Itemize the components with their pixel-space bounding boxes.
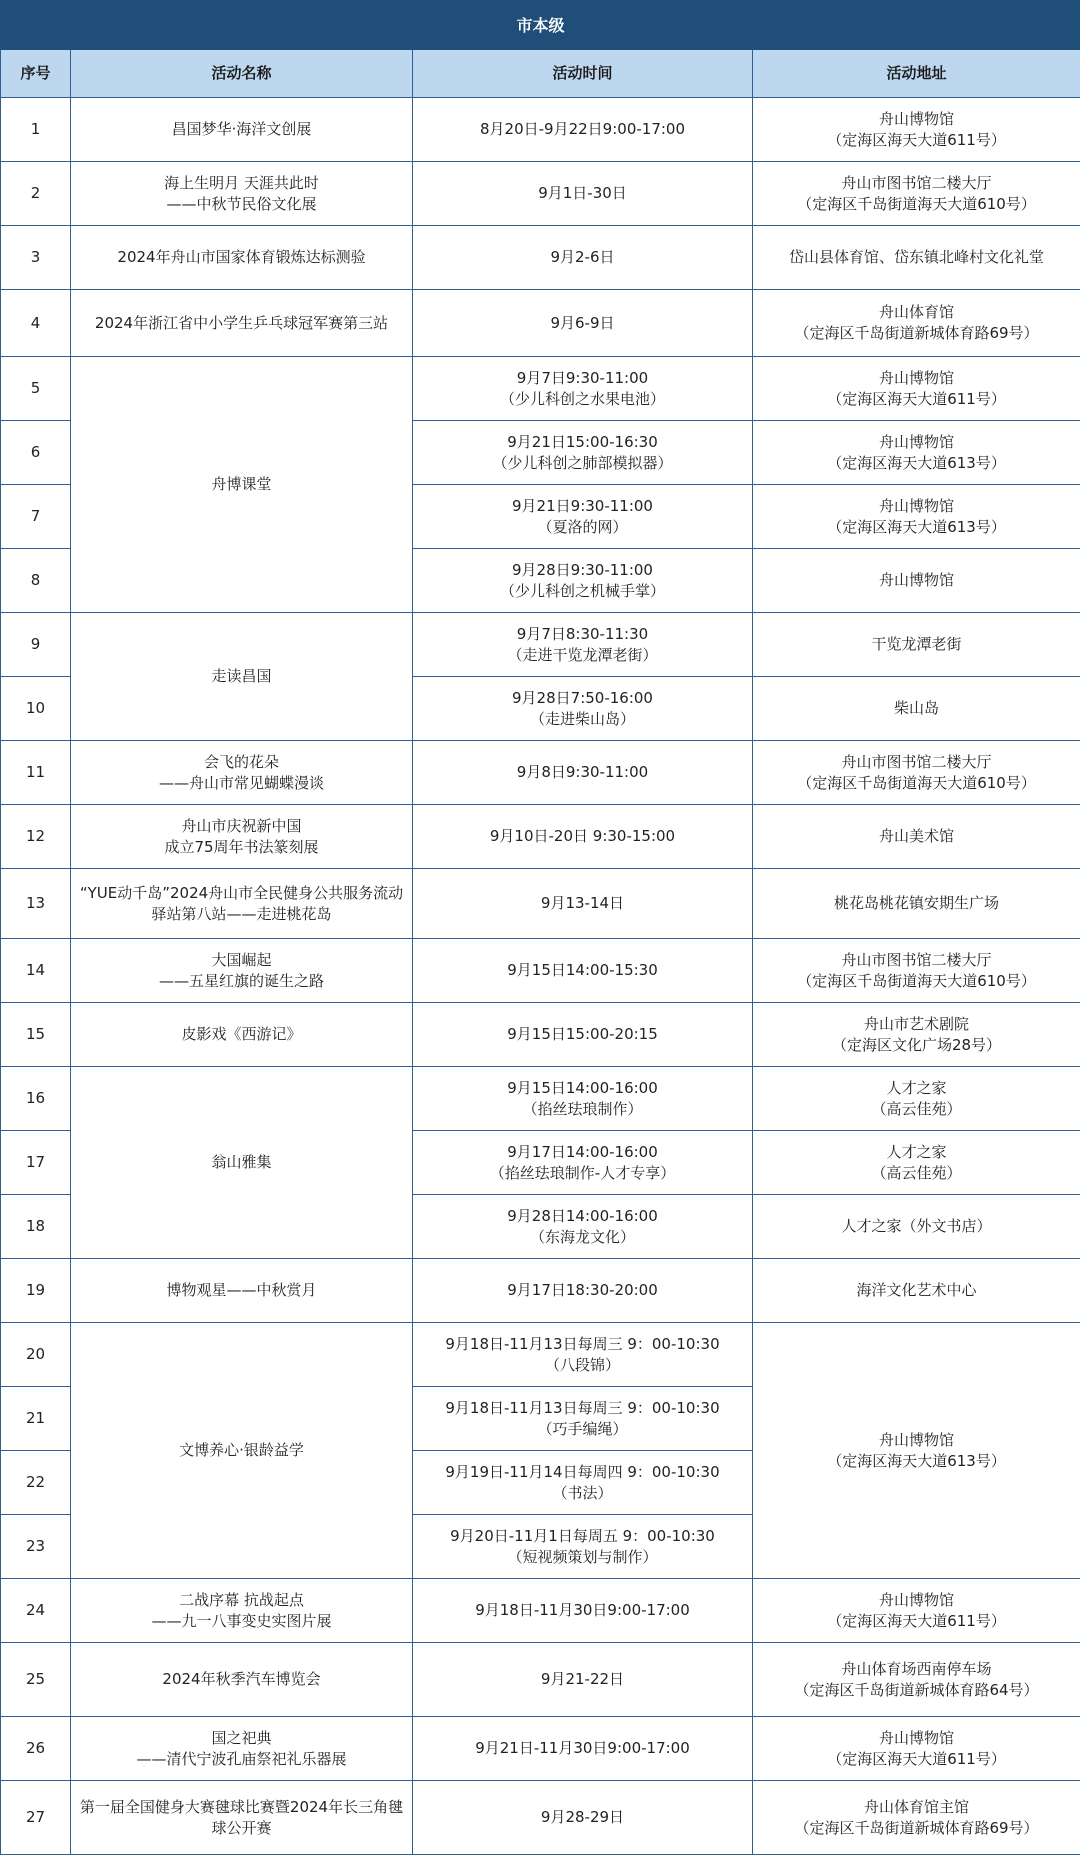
cell-index: 13 <box>1 869 71 939</box>
cell-activity-address: 人才之家（外文书店） <box>753 1195 1080 1259</box>
cell-index: 22 <box>1 1451 71 1515</box>
cell-activity-address: 舟山博物馆 （定海区海天大道613号） <box>753 1323 1080 1579</box>
cell-activity-time: 9月1日-30日 <box>413 162 753 226</box>
cell-index: 24 <box>1 1579 71 1643</box>
cell-index: 10 <box>1 677 71 741</box>
cell-index: 21 <box>1 1387 71 1451</box>
table-title: 市本级 <box>1 1 1080 50</box>
cell-activity-time: 9月7日9:30-11:00 （少儿科创之水果电池） <box>413 357 753 421</box>
cell-activity-address: 舟山博物馆 （定海区海天大道611号） <box>753 1717 1080 1781</box>
cell-activity-address: 舟山博物馆 （定海区海天大道611号） <box>753 1579 1080 1643</box>
cell-activity-name: 国之祀典 ——清代宁波孔庙祭祀礼乐器展 <box>71 1717 413 1781</box>
cell-activity-time: 9月18日-11月30日9:00-17:00 <box>413 1579 753 1643</box>
cell-index: 27 <box>1 1781 71 1855</box>
cell-activity-address: 人才之家 （高云佳苑） <box>753 1131 1080 1195</box>
table-row <box>1 1579 1080 1643</box>
cell-activity-address: 舟山体育馆主馆 （定海区千岛街道新城体育路69号） <box>753 1781 1080 1855</box>
cell-index: 20 <box>1 1323 71 1387</box>
cell-activity-time: 9月15日14:00-15:30 <box>413 939 753 1003</box>
cell-activity-address: 柴山岛 <box>753 677 1080 741</box>
cell-index: 11 <box>1 741 71 805</box>
table-title-row <box>1 1 1080 50</box>
cell-activity-address: 舟山市图书馆二楼大厅 （定海区千岛街道海天大道610号） <box>753 939 1080 1003</box>
cell-activity-address: 干览龙潭老街 <box>753 613 1080 677</box>
header-activity-name: 活动名称 <box>71 50 413 98</box>
cell-activity-name: 昌国梦华·海洋文创展 <box>71 98 413 162</box>
cell-index: 6 <box>1 421 71 485</box>
cell-activity-address: 海洋文化艺术中心 <box>753 1259 1080 1323</box>
cell-activity-time: 9月28日7:50-16:00 （走进柴山岛） <box>413 677 753 741</box>
header-activity-address: 活动地址 <box>753 50 1080 98</box>
cell-activity-time: 8月20日-9月22日9:00-17:00 <box>413 98 753 162</box>
cell-activity-time: 9月19日-11月14日每周四 9：00-10:30 （书法） <box>413 1451 753 1515</box>
cell-activity-name: 舟山市庆祝新中国 成立75周年书法篆刻展 <box>71 805 413 869</box>
header-activity-time: 活动时间 <box>413 50 753 98</box>
table-row <box>1 357 1080 421</box>
cell-index: 26 <box>1 1717 71 1781</box>
cell-activity-time: 9月6-9日 <box>413 290 753 357</box>
cell-activity-name: 海上生明月 天涯共此时 ——中秋节民俗文化展 <box>71 162 413 226</box>
cell-activity-time: 9月28日9:30-11:00 （少儿科创之机械手掌） <box>413 549 753 613</box>
cell-index: 1 <box>1 98 71 162</box>
cell-index: 17 <box>1 1131 71 1195</box>
cell-activity-time: 9月2-6日 <box>413 226 753 290</box>
table-row <box>1 290 1080 357</box>
cell-index: 8 <box>1 549 71 613</box>
cell-activity-time: 9月15日14:00-16:00 （掐丝珐琅制作） <box>413 1067 753 1131</box>
table-row <box>1 1643 1080 1717</box>
cell-activity-address: 人才之家 （高云佳苑） <box>753 1067 1080 1131</box>
cell-index: 4 <box>1 290 71 357</box>
cell-activity-name: 博物观星——中秋赏月 <box>71 1259 413 1323</box>
cell-activity-time: 9月21-22日 <box>413 1643 753 1717</box>
cell-activity-time: 9月28日14:00-16:00 （东海龙文化） <box>413 1195 753 1259</box>
cell-activity-name: 翁山雅集 <box>71 1067 413 1259</box>
cell-activity-name: 2024年舟山市国家体育锻炼达标测验 <box>71 226 413 290</box>
table-row <box>1 162 1080 226</box>
table-row <box>1 613 1080 677</box>
table-row <box>1 1067 1080 1131</box>
cell-activity-time: 9月20日-11月1日每周五 9：00-10:30 （短视频策划与制作） <box>413 1515 753 1579</box>
table-row <box>1 939 1080 1003</box>
cell-activity-time: 9月17日14:00-16:00 （掐丝珐琅制作-人才专享） <box>413 1131 753 1195</box>
table-row <box>1 98 1080 162</box>
table-row <box>1 1717 1080 1781</box>
cell-index: 2 <box>1 162 71 226</box>
cell-activity-address: 舟山市图书馆二楼大厅 （定海区千岛街道海天大道610号） <box>753 741 1080 805</box>
cell-activity-name: 大国崛起 ——五星红旗的诞生之路 <box>71 939 413 1003</box>
cell-activity-name: 第一届全国健身大赛毽球比赛暨2024年长三角毽球公开赛 <box>71 1781 413 1855</box>
cell-activity-name: 文博养心·银龄益学 <box>71 1323 413 1579</box>
cell-index: 15 <box>1 1003 71 1067</box>
cell-index: 14 <box>1 939 71 1003</box>
table-body <box>1 98 1080 1855</box>
cell-activity-address: 舟山博物馆 （定海区海天大道613号） <box>753 421 1080 485</box>
cell-activity-name: 走读昌国 <box>71 613 413 741</box>
cell-activity-time: 9月21日-11月30日9:00-17:00 <box>413 1717 753 1781</box>
cell-activity-address: 舟山体育场西南停车场 （定海区千岛街道新城体育路64号） <box>753 1643 1080 1717</box>
table-row <box>1 1003 1080 1067</box>
cell-index: 5 <box>1 357 71 421</box>
cell-activity-address: 舟山市图书馆二楼大厅 （定海区千岛街道海天大道610号） <box>753 162 1080 226</box>
cell-index: 19 <box>1 1259 71 1323</box>
cell-activity-name: 会飞的花朵 ——舟山市常见蝴蝶漫谈 <box>71 741 413 805</box>
table-row <box>1 869 1080 939</box>
cell-activity-address: 舟山市艺术剧院 （定海区文化广场28号） <box>753 1003 1080 1067</box>
cell-activity-time: 9月21日9:30-11:00 （夏洛的网） <box>413 485 753 549</box>
cell-activity-address: 舟山博物馆 （定海区海天大道611号） <box>753 98 1080 162</box>
cell-activity-time: 9月28-29日 <box>413 1781 753 1855</box>
cell-activity-name: 皮影戏《西游记》 <box>71 1003 413 1067</box>
table-row <box>1 805 1080 869</box>
cell-activity-name: 二战序幕 抗战起点 ——九一八事变史实图片展 <box>71 1579 413 1643</box>
cell-activity-address: 舟山美术馆 <box>753 805 1080 869</box>
cell-activity-name: 舟博课堂 <box>71 357 413 613</box>
cell-index: 3 <box>1 226 71 290</box>
cell-activity-name: “YUE动千岛”2024舟山市全民健身公共服务流动驿站第八站——走进桃花岛 <box>71 869 413 939</box>
cell-activity-time: 9月13-14日 <box>413 869 753 939</box>
cell-activity-address: 舟山博物馆 <box>753 549 1080 613</box>
cell-activity-address: 舟山博物馆 （定海区海天大道611号） <box>753 357 1080 421</box>
cell-index: 7 <box>1 485 71 549</box>
table-row <box>1 741 1080 805</box>
cell-index: 16 <box>1 1067 71 1131</box>
table-row <box>1 226 1080 290</box>
cell-activity-time: 9月21日15:00-16:30 （少儿科创之肺部模拟器） <box>413 421 753 485</box>
cell-activity-address: 岱山县体育馆、岱东镇北峰村文化礼堂 <box>753 226 1080 290</box>
table-header-row <box>1 50 1080 98</box>
cell-activity-time: 9月7日8:30-11:30 （走进干览龙潭老街） <box>413 613 753 677</box>
cell-index: 12 <box>1 805 71 869</box>
cell-activity-address: 舟山博物馆 （定海区海天大道613号） <box>753 485 1080 549</box>
header-index: 序号 <box>1 50 71 98</box>
table-row <box>1 1259 1080 1323</box>
cell-activity-name: 2024年浙江省中小学生乒乓球冠军赛第三站 <box>71 290 413 357</box>
cell-activity-time: 9月18日-11月13日每周三 9：00-10:30 （巧手编绳） <box>413 1387 753 1451</box>
cell-activity-address: 舟山体育馆 （定海区千岛街道新城体育路69号） <box>753 290 1080 357</box>
cell-index: 18 <box>1 1195 71 1259</box>
cell-activity-name: 2024年秋季汽车博览会 <box>71 1643 413 1717</box>
cell-activity-address: 桃花岛桃花镇安期生广场 <box>753 869 1080 939</box>
cell-activity-time: 9月8日9:30-11:00 <box>413 741 753 805</box>
cell-activity-time: 9月17日18:30-20:00 <box>413 1259 753 1323</box>
cell-index: 9 <box>1 613 71 677</box>
cell-activity-time: 9月10日-20日 9:30-15:00 <box>413 805 753 869</box>
cell-activity-time: 9月18日-11月13日每周三 9：00-10:30 （八段锦） <box>413 1323 753 1387</box>
cell-index: 23 <box>1 1515 71 1579</box>
table-row <box>1 1781 1080 1855</box>
cell-index: 25 <box>1 1643 71 1717</box>
cell-activity-time: 9月15日15:00-20:15 <box>413 1003 753 1067</box>
table-row <box>1 1323 1080 1387</box>
